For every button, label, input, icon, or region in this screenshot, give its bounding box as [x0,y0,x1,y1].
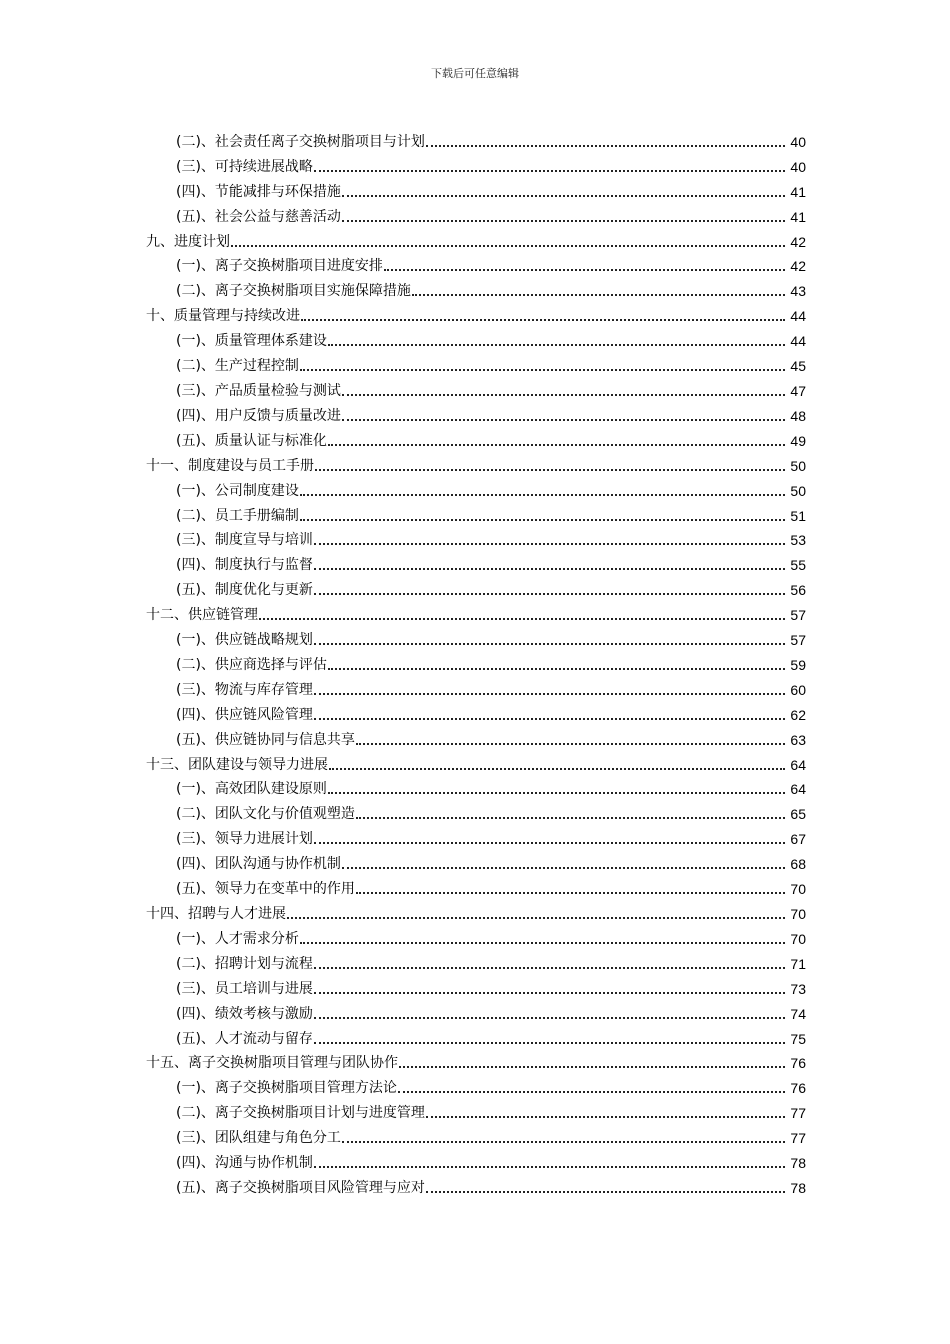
toc-entry-title: (一)、人才需求分析 [176,930,299,947]
toc-entry-title: 十四、招聘与人才进展 [146,906,286,922]
toc-entry-title: 十一、制度建设与员工手册 [146,457,314,474]
toc-page-number: 55 [790,557,806,574]
toc-page-number: 68 [790,856,806,873]
toc-section-entry[interactable] [146,375,806,400]
toc-page-number: 78 [790,1179,806,1196]
toc-entry-title: (一)、离子交换树脂项目进度安排 [176,258,383,275]
toc-dot-leader [315,469,785,471]
toc-dot-leader [314,1017,785,1019]
toc-page-number: 48 [790,407,806,424]
toc-page-number: 71 [790,955,806,972]
toc-dot-leader [259,618,785,620]
toc-page-number: 42 [790,233,806,250]
toc-section-entry[interactable] [146,674,806,699]
toc-section-entry[interactable] [146,774,806,799]
toc-dot-leader [314,543,785,545]
toc-page-number: 65 [790,806,806,823]
toc-entry-title: (三)、可持续进展战略 [176,158,313,175]
toc-dot-leader [314,1166,785,1168]
toc-page-number: 57 [790,632,806,649]
toc-page-number: 77 [790,1130,806,1147]
toc-page-number: 62 [790,706,806,723]
toc-dot-leader [300,519,785,521]
toc-dot-leader [314,693,785,695]
toc-page-number: 57 [790,607,806,624]
toc-section-entry[interactable] [146,1147,806,1172]
toc-entry-title: (四)、沟通与协作机制 [176,1155,313,1172]
toc-entry-title: (三)、产品质量检验与测试 [176,382,341,399]
toc-page-number: 47 [790,382,806,399]
toc-chapter-entry[interactable] [146,226,806,251]
toc-page-number: 70 [790,906,806,922]
toc-dot-leader [287,917,785,919]
toc-section-entry[interactable] [146,848,806,873]
toc-dot-leader [342,220,785,222]
toc-dot-leader [356,743,785,745]
toc-page-number: 74 [790,1005,806,1022]
toc-page-number: 76 [790,1055,806,1072]
toc-entry-title: (一)、公司制度建设 [176,482,299,499]
toc-dot-leader [342,867,785,869]
toc-dot-leader [398,1091,785,1093]
toc-section-entry[interactable] [146,1023,806,1048]
toc-section-entry[interactable] [146,873,806,898]
toc-page-number: 76 [790,1080,806,1097]
toc-dot-leader [356,892,785,894]
toc-entry-title: (四)、制度执行与监督 [176,557,313,574]
toc-dot-leader [300,942,785,944]
toc-entry-title: (三)、团队组建与角色分工 [176,1130,341,1147]
toc-section-entry[interactable] [146,973,806,998]
toc-dot-leader [300,494,785,496]
toc-dot-leader [342,394,785,396]
toc-entry-title: (四)、节能减排与环保措施 [176,183,341,200]
toc-entry-title: (二)、供应商选择与评估 [176,656,327,673]
toc-section-entry[interactable] [146,525,806,550]
toc-entry-title: (一)、高效团队建设原则 [176,781,327,798]
toc-page-number: 44 [790,308,806,325]
toc-section-entry[interactable] [146,923,806,948]
toc-dot-leader [342,195,785,197]
toc-section-entry[interactable] [146,251,806,276]
toc-page-number: 50 [790,482,806,499]
toc-page-number: 50 [790,457,806,474]
toc-page-number: 45 [790,358,806,375]
toc-page-number: 64 [790,781,806,798]
toc-section-entry[interactable] [146,126,806,151]
toc-entry-title: 十三、团队建设与领导力进展 [146,756,328,773]
toc-dot-leader [426,1116,785,1118]
toc-dot-leader [399,1066,785,1068]
toc-entry-title: (五)、制度优化与更新 [176,582,313,599]
toc-entry-title: (四)、供应链风险管理 [176,706,313,723]
toc-dot-leader [314,967,785,969]
toc-section-entry[interactable] [146,176,806,201]
toc-chapter-entry[interactable] [146,1048,806,1073]
table-of-contents [146,126,806,1197]
toc-page-number: 51 [790,507,806,524]
toc-section-entry[interactable] [146,948,806,973]
toc-dot-leader [329,768,785,770]
toc-dot-leader [314,593,785,595]
toc-page-number: 59 [790,656,806,673]
toc-dot-leader [301,319,785,321]
toc-page-number: 40 [790,158,806,175]
toc-dot-leader [384,269,785,271]
toc-entry-title: (二)、团队文化与价值观塑造 [176,806,355,823]
toc-entry-title: (三)、物流与库存管理 [176,681,313,698]
toc-entry-title: (五)、领导力在变革中的作用 [176,881,355,898]
toc-entry-title: 十、质量管理与持续改进 [146,308,300,325]
toc-section-entry[interactable] [146,1172,806,1197]
toc-section-entry[interactable] [146,201,806,226]
toc-section-entry[interactable] [146,275,806,300]
toc-entry-title: (三)、制度宣导与培训 [176,532,313,549]
toc-entry-title: (五)、离子交换树脂项目风险管理与应对 [176,1179,425,1196]
toc-page-number: 53 [790,532,806,549]
toc-page-number: 43 [790,283,806,300]
toc-dot-leader [314,170,785,172]
toc-entry-title: (三)、领导力进展计划 [176,831,313,848]
toc-dot-leader [231,245,785,247]
toc-entry-title: (二)、离子交换树脂项目实施保障措施 [176,283,411,300]
toc-entry-title: (二)、离子交换树脂项目计划与进度管理 [176,1105,425,1122]
toc-dot-leader [314,718,785,720]
toc-section-entry[interactable] [146,798,806,823]
toc-section-entry[interactable] [146,400,806,425]
toc-page-number: 40 [790,133,806,150]
toc-dot-leader [314,643,785,645]
toc-section-entry[interactable] [146,325,806,350]
toc-page-number: 41 [790,208,806,225]
toc-entry-title: (二)、员工手册编制 [176,507,299,524]
toc-section-entry[interactable] [146,151,806,176]
toc-page-number: 77 [790,1105,806,1122]
toc-section-entry[interactable] [146,998,806,1023]
toc-chapter-entry[interactable] [146,898,806,923]
toc-page-number: 78 [790,1155,806,1172]
toc-entry-title: (五)、人才流动与留存 [176,1030,313,1047]
toc-entry-title: 九、进度计划 [146,233,230,250]
page-header: 下载后可任意编辑 [431,67,519,80]
toc-dot-leader [328,344,785,346]
toc-section-entry[interactable] [146,699,806,724]
toc-section-entry[interactable] [146,425,806,450]
toc-section-entry[interactable] [146,624,806,649]
toc-page-number: 73 [790,980,806,997]
toc-page-number: 63 [790,731,806,748]
toc-entry-title: 十二、供应链管理 [146,607,258,624]
toc-page-number: 41 [790,183,806,200]
toc-dot-leader [314,568,785,570]
toc-page-number: 49 [790,432,806,449]
toc-entry-title: (三)、员工培训与进展 [176,980,313,997]
toc-section-entry[interactable] [146,475,806,500]
toc-chapter-entry[interactable] [146,300,806,325]
toc-entry-title: (四)、绩效考核与激励 [176,1005,313,1022]
toc-chapter-entry[interactable] [146,749,806,774]
toc-entry-title: 十五、离子交换树脂项目管理与团队协作 [146,1055,398,1072]
toc-entry-title: (二)、招聘计划与流程 [176,955,313,972]
toc-section-entry[interactable] [146,574,806,599]
toc-dot-leader [328,444,785,446]
toc-section-entry[interactable] [146,823,806,848]
toc-page-number: 67 [790,831,806,848]
toc-page-number: 60 [790,681,806,698]
toc-chapter-entry[interactable] [146,450,806,475]
toc-dot-leader [314,842,785,844]
toc-chapter-entry[interactable] [146,599,806,624]
toc-section-entry[interactable] [146,724,806,749]
toc-page-number: 56 [790,582,806,599]
toc-entry-title: (五)、供应链协同与信息共享 [176,731,355,748]
toc-entry-title: (五)、质量认证与标准化 [176,432,327,449]
toc-dot-leader [328,668,785,670]
toc-page-number: 42 [790,258,806,275]
toc-dot-leader [342,419,785,421]
toc-entry-title: (一)、供应链战略规划 [176,632,313,649]
toc-dot-leader [342,1141,785,1143]
toc-page-number: 75 [790,1030,806,1047]
toc-section-entry[interactable] [146,1072,806,1097]
toc-section-entry[interactable] [146,500,806,525]
toc-section-entry[interactable] [146,549,806,574]
toc-section-entry[interactable] [146,1097,806,1122]
toc-entry-title: (一)、离子交换树脂项目管理方法论 [176,1080,397,1097]
toc-section-entry[interactable] [146,350,806,375]
toc-section-entry[interactable] [146,649,806,674]
toc-dot-leader [426,1191,785,1193]
toc-entry-title: (二)、社会责任离子交换树脂项目与计划 [176,133,425,150]
toc-page-number: 44 [790,333,806,350]
toc-dot-leader [314,992,785,994]
toc-dot-leader [328,792,785,794]
toc-entry-title: (五)、社会公益与慈善活动 [176,208,341,225]
toc-dot-leader [412,294,785,296]
toc-entry-title: (四)、团队沟通与协作机制 [176,856,341,873]
toc-dot-leader [356,817,785,819]
toc-dot-leader [314,1042,785,1044]
toc-dot-leader [426,145,785,147]
toc-entry-title: (二)、生产过程控制 [176,358,299,375]
toc-entry-title: (四)、用户反馈与质量改进 [176,407,341,424]
toc-page-number: 70 [790,930,806,947]
toc-page-number: 64 [790,756,806,773]
toc-page-number: 70 [790,881,806,898]
toc-dot-leader [300,369,785,371]
toc-entry-title: (一)、质量管理体系建设 [176,333,327,350]
toc-section-entry[interactable] [146,1122,806,1147]
